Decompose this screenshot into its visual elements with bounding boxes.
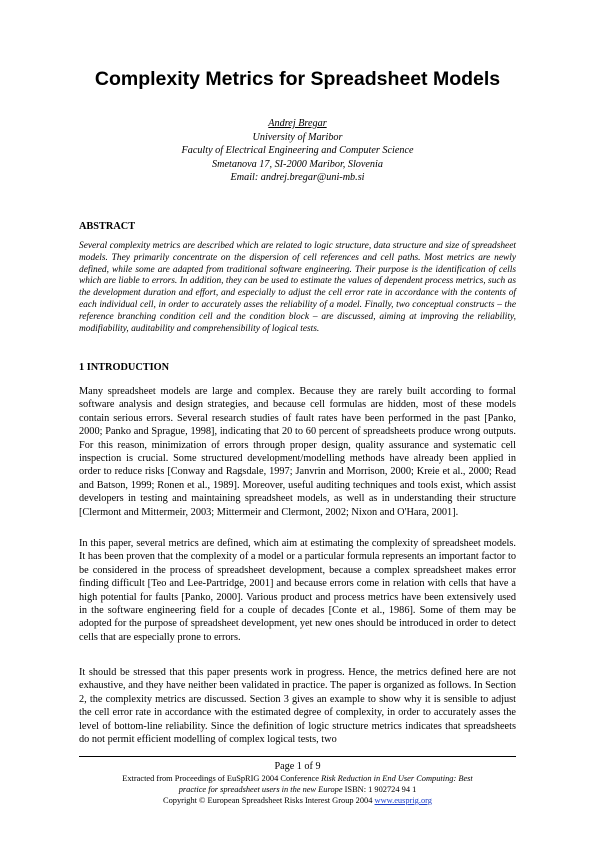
page-footer xyxy=(79,760,516,806)
footer-proceedings: Extracted from Proceedings of EuSpRIG 2004 Conference xyxy=(122,774,322,783)
footer-copyright: Copyright © European Spreadsheet Risks Interest Group 2004 xyxy=(163,796,375,805)
author-block xyxy=(0,117,595,185)
abstract-text: Several complexity metrics are described which are related to logic structure, data structure and size of spreadsheet models. They primarily concentrate on the dispersion of cell references and cell paths. Most metrics are newly defined, while some are adapted from traditional software engineering. Their purpose is the identification of cells which are liable to errors. In addition, they can be used to estimate the values of dependent process metrics, such as the development duration and effort, and especially to adjust the cell error rate in accordance with the contents of each individual cell, in order to accurately asses the reliability of a model. Finally, two conceptual constructs – the reference branching condition cell and the condition block – are discussed, aiming at improving the reliability, modifiability, auditability and comprehensibility of logical tests. xyxy=(79,241,516,334)
author-name: Andrej Bregar xyxy=(268,118,327,129)
author-affiliation-university: University of Maribor xyxy=(252,131,343,143)
footer-line-3 xyxy=(79,795,516,806)
author-affiliation-faculty: Faculty of Electrical Engineering and Computer Science xyxy=(181,145,414,157)
footer-conference-title: Risk Reduction in End User Computing: Best xyxy=(321,774,473,783)
page-number: Page 1 of 9 xyxy=(274,761,321,772)
abstract-heading: ABSTRACT xyxy=(79,221,136,232)
author-email: Email: andrej.bregar@uni-mb.si xyxy=(230,172,365,184)
footer-isbn: ISBN: 1 902724 94 1 xyxy=(342,785,417,794)
footer-line-2 xyxy=(79,784,516,795)
author-address: Smetanova 17, SI-2000 Maribor, Slovenia xyxy=(212,158,383,170)
footer-line-1 xyxy=(79,773,516,784)
footer-conference-subtitle: practice for spreadsheet users in the new Europe xyxy=(178,785,343,794)
paper-title: Complexity Metrics for Spreadsheet Models xyxy=(94,68,501,90)
footer-divider xyxy=(79,756,516,757)
introduction-paragraph-1: Many spreadsheet models are large and complex. Because they are rarely built according to formal software analysis and design strategies, and because cell formulas are hidden, most of these models contain serious errors. Several research studies of fault rates have been performed in the past [Panko, 2000; Panko and Sprague, 1998], indicating that 20 to 60 percent of spreadsheets produce wrong outputs. For this reason, minimization of errors through proper design, quality assurance and systematic cell inspection is crucial. Some structured development/modelling methods have already been applied in order to reduce risks [Conway and Ragsdale, 1997; Janvrin and Morrison, 2000; Kreie et al., 2000; Read and Batson, 1999; Ronen et al., 1989]. Moreover, useful auditing techniques and tools exist, which assist developers in testing and maintaining spreadsheet models, as well as in understanding their structure [Clermont and Mittermeir, 2003; Mittermeir and Clermont, 2002; Nixon and O'Hara, 2001]. xyxy=(79,386,516,518)
introduction-heading: 1 INTRODUCTION xyxy=(79,362,170,373)
introduction-paragraph-3: It should be stressed that this paper presents work in progress. Hence, the metrics defined here are not exhaustive, and they have neither been validated in practice. The paper is organized as follows. In Section 2, the complexity metrics are discussed. Section 3 gives an example to show why it is sensible to adjust the cell error rate in accordance with the estimated degree of complexity, in order to accurately asses the level of bottom-line reliability. Since the definition of logic structure metrics indicates that spreadsheets do not permit efficient modelling of complex logical tests, two xyxy=(79,667,516,746)
introduction-paragraph-2: In this paper, several metrics are defined, which aim at estimating the complexity of spreadsheet models. It has been proven that the complexity of a model or a particular formula represents an important factor to be considered in the process of spreadsheet development, because a complex spreadsheet makes error finding difficult [Teo and Lee-Partridge, 2001] and because errors come in relation with cells that have a high potential for faults [Panko, 2000]. Various product and process metrics have been extensively used in the software engineering field for a couple of decades [Conte et al., 1986]. Some of them may be adopted for the purpose of spreadsheet development, yet new ones should be introduced in order to detect cells that are especially prone to errors. xyxy=(79,538,516,643)
eusprig-link[interactable]: www.eusprig.org xyxy=(374,796,432,805)
